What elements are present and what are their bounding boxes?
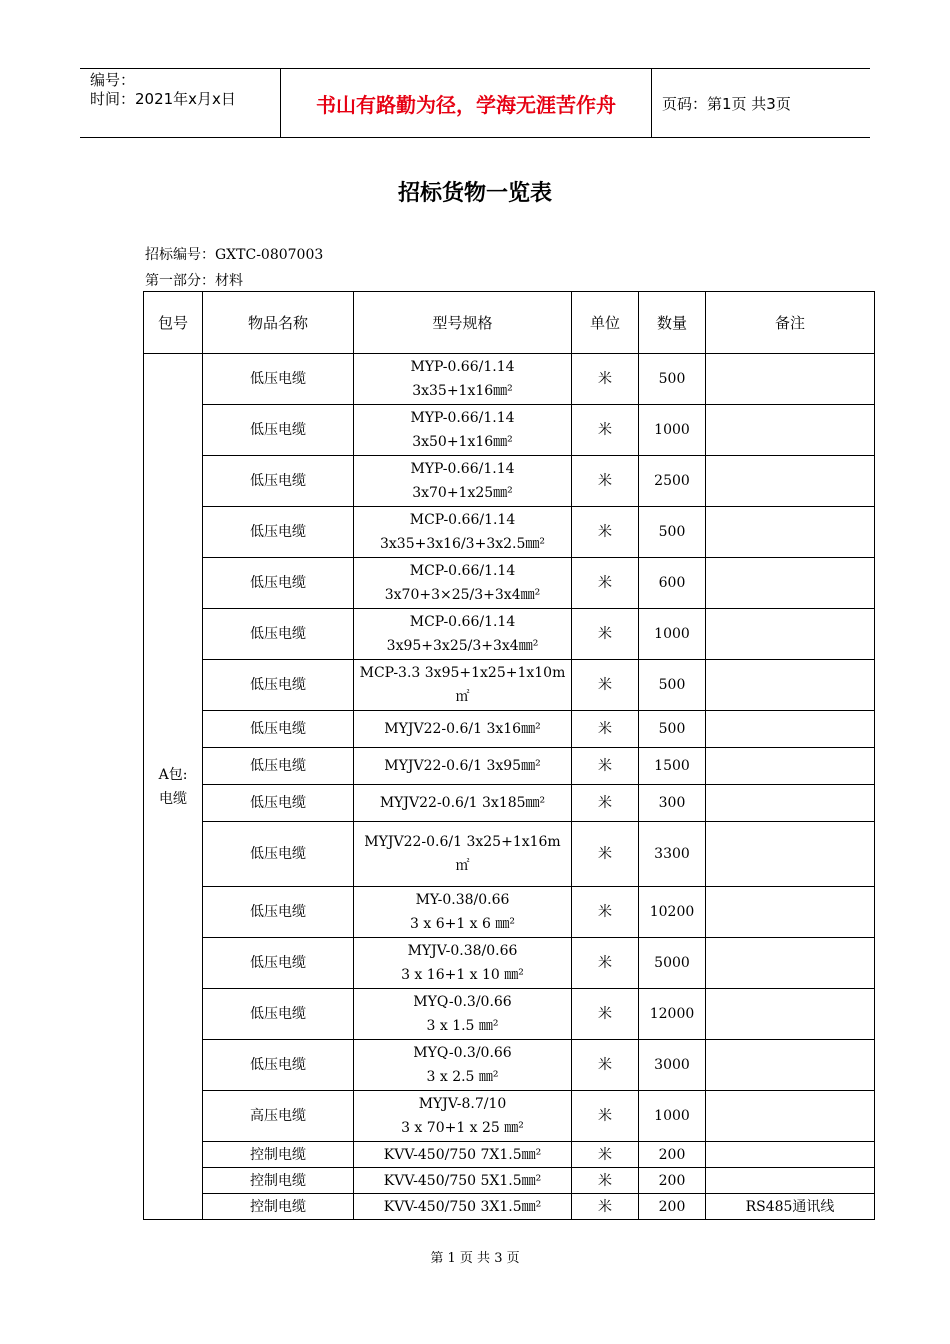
- spec-line: MYJV22-0.6/1 3x16㎜²: [384, 721, 541, 737]
- table-row: [144, 711, 875, 748]
- table-row: [144, 1091, 875, 1142]
- item-name-cell: 低压电缆: [203, 887, 354, 938]
- spec-cell: [354, 822, 572, 887]
- item-name-cell: 控制电缆: [203, 1194, 354, 1220]
- table-row: [144, 354, 875, 405]
- spec-cell: [354, 660, 572, 711]
- spec-cell: [354, 507, 572, 558]
- spec-cell: [354, 1168, 572, 1194]
- spec-cell: [354, 785, 572, 822]
- spec-cell: [354, 609, 572, 660]
- quantity-cell: 500: [639, 507, 706, 558]
- spec-line: MCP-0.66/1.14: [409, 614, 516, 630]
- spec-cell: [354, 748, 572, 785]
- note-cell: [706, 1142, 875, 1168]
- spec-line: MCP-0.66/1.14: [409, 512, 516, 528]
- column-header-package: 包号: [144, 292, 203, 354]
- table-row: [144, 785, 875, 822]
- table-row: [144, 456, 875, 507]
- page-header: [80, 68, 870, 138]
- spec-cell: [354, 405, 572, 456]
- unit-cell: 米: [572, 558, 639, 609]
- quantity-cell: 1000: [639, 1091, 706, 1142]
- spec-line: MYJV-8.7/10: [418, 1096, 507, 1112]
- unit-cell: 米: [572, 887, 639, 938]
- tender-number: 招标编号：GXTC-0807003: [145, 247, 324, 263]
- spec-cell: [354, 1091, 572, 1142]
- quantity-cell: 200: [639, 1194, 706, 1220]
- note-cell: [706, 660, 875, 711]
- spec-cell: [354, 456, 572, 507]
- spec-line: KVV-450/750 5X1.5㎜²: [383, 1172, 542, 1189]
- document-title: 招标货物一览表: [397, 180, 552, 206]
- table-row: [144, 748, 875, 785]
- spec-line: MY-0.38/0.66: [415, 892, 510, 908]
- spec-line: MYP-0.66/1.14: [410, 461, 515, 477]
- unit-cell: 米: [572, 1142, 639, 1168]
- header-left: [80, 69, 280, 137]
- document-number-label: 编号：: [90, 71, 136, 89]
- spec-line: 3x50+1x16㎜²: [412, 434, 513, 450]
- unit-cell: 米: [572, 405, 639, 456]
- table-row: [144, 1142, 875, 1168]
- unit-cell: 米: [572, 748, 639, 785]
- page-footer: 第 1 页 共 3 页: [430, 1251, 520, 1266]
- quantity-cell: 10200: [639, 887, 706, 938]
- spec-cell: [354, 558, 572, 609]
- note-cell: [706, 748, 875, 785]
- quantity-cell: 600: [639, 558, 706, 609]
- item-name-cell: 低压电缆: [203, 660, 354, 711]
- spec-line: ㎡: [455, 858, 470, 874]
- item-name-cell: 高压电缆: [203, 1091, 354, 1142]
- package-label-line: A包:: [158, 766, 188, 783]
- quantity-cell: 200: [639, 1142, 706, 1168]
- spec-line: MYJV-0.38/0.66: [407, 943, 518, 959]
- header-motto: 书山有路勤为径，学海无涯苦作舟: [280, 69, 652, 137]
- table-row: [144, 989, 875, 1040]
- quantity-cell: 3000: [639, 1040, 706, 1091]
- column-header-quantity: 数量: [639, 292, 706, 354]
- item-name-cell: 低压电缆: [203, 558, 354, 609]
- note-cell: [706, 609, 875, 660]
- spec-cell: [354, 1194, 572, 1220]
- package-label-line: 电缆: [159, 790, 187, 807]
- item-name-cell: 控制电缆: [203, 1168, 354, 1194]
- spec-line: MYP-0.66/1.14: [410, 410, 515, 426]
- table-row: [144, 507, 875, 558]
- spec-line: 3x70+3×25/3+3x4㎜²: [384, 587, 541, 603]
- spec-line: MYQ-0.3/0.66: [413, 994, 512, 1010]
- unit-cell: 米: [572, 609, 639, 660]
- quantity-cell: 500: [639, 660, 706, 711]
- quantity-cell: 3300: [639, 822, 706, 887]
- table-body: [144, 354, 875, 1220]
- quantity-cell: 200: [639, 1168, 706, 1194]
- spec-line: ㎡: [455, 689, 470, 705]
- table-row: [144, 660, 875, 711]
- package-cell: [144, 354, 203, 1220]
- unit-cell: 米: [572, 1168, 639, 1194]
- quantity-cell: 300: [639, 785, 706, 822]
- item-name-cell: 低压电缆: [203, 507, 354, 558]
- spec-cell: [354, 938, 572, 989]
- spec-line: MYQ-0.3/0.66: [413, 1045, 512, 1061]
- quantity-cell: 1000: [639, 609, 706, 660]
- spec-line: 3x95+3x25/3+3x4㎜²: [386, 638, 539, 654]
- item-name-cell: 低压电缆: [203, 1040, 354, 1091]
- item-name-cell: 低压电缆: [203, 785, 354, 822]
- table-row: [144, 609, 875, 660]
- spec-line: 3 x 6+1 x 6 ㎜²: [409, 916, 515, 932]
- item-name-cell: 控制电缆: [203, 1142, 354, 1168]
- spec-line: MCP-0.66/1.14: [409, 563, 516, 579]
- spec-line: 3x35+3x16/3+3x2.5㎜²: [380, 536, 545, 552]
- note-cell: [706, 558, 875, 609]
- note-cell: [706, 1040, 875, 1091]
- unit-cell: 米: [572, 938, 639, 989]
- spec-cell: [354, 1040, 572, 1091]
- item-name-cell: 低压电缆: [203, 711, 354, 748]
- note-cell: [706, 405, 875, 456]
- unit-cell: 米: [572, 660, 639, 711]
- quantity-cell: 5000: [639, 938, 706, 989]
- goods-table: [143, 291, 875, 1220]
- spec-line: MYJV22-0.6/1 3x25+1x16m: [364, 834, 561, 850]
- spec-line: MYJV22-0.6/1 3x185㎜²: [379, 795, 546, 811]
- table-row: [144, 1168, 875, 1194]
- column-header-note: 备注: [706, 292, 875, 354]
- spec-line: KVV-450/750 7X1.5㎜²: [383, 1146, 542, 1163]
- unit-cell: 米: [572, 711, 639, 748]
- spec-line: 3 x 1.5 ㎜²: [426, 1018, 499, 1034]
- spec-cell: [354, 354, 572, 405]
- quantity-cell: 2500: [639, 456, 706, 507]
- table-row: [144, 1040, 875, 1091]
- unit-cell: 米: [572, 822, 639, 887]
- table-header-row: [144, 292, 875, 354]
- table-row: [144, 938, 875, 989]
- unit-cell: 米: [572, 456, 639, 507]
- table-row: [144, 822, 875, 887]
- spec-cell: [354, 1142, 572, 1168]
- note-cell: [706, 989, 875, 1040]
- item-name-cell: 低压电缆: [203, 609, 354, 660]
- note-cell: [706, 1168, 875, 1194]
- note-cell: [706, 456, 875, 507]
- table-row: [144, 1194, 875, 1220]
- spec-line: MYJV22-0.6/1 3x95㎜²: [384, 758, 541, 774]
- spec-line: 3x70+1x25㎜²: [412, 485, 513, 501]
- spec-line: 3x35+1x16㎜²: [412, 383, 513, 399]
- table-row: [144, 405, 875, 456]
- unit-cell: 米: [572, 354, 639, 405]
- item-name-cell: 低压电缆: [203, 748, 354, 785]
- note-cell: [706, 887, 875, 938]
- unit-cell: 米: [572, 1194, 639, 1220]
- item-name-cell: 低压电缆: [203, 354, 354, 405]
- table-row: [144, 887, 875, 938]
- column-header-item-name: 物品名称: [203, 292, 354, 354]
- spec-line: MYP-0.66/1.14: [410, 359, 515, 375]
- item-name-cell: 低压电缆: [203, 989, 354, 1040]
- note-cell: [706, 822, 875, 887]
- quantity-cell: 500: [639, 711, 706, 748]
- unit-cell: 米: [572, 1040, 639, 1091]
- note-cell: [706, 785, 875, 822]
- note-cell: [706, 711, 875, 748]
- header-page-info: 页码：第1页 共3页: [662, 94, 791, 113]
- note-cell: [706, 1091, 875, 1142]
- unit-cell: 米: [572, 1091, 639, 1142]
- spec-cell: [354, 887, 572, 938]
- spec-cell: [354, 711, 572, 748]
- note-cell: [706, 938, 875, 989]
- quantity-cell: 500: [639, 354, 706, 405]
- section-label: 第一部分：材料: [145, 273, 243, 289]
- unit-cell: 米: [572, 507, 639, 558]
- quantity-cell: 1500: [639, 748, 706, 785]
- spec-line: 3 x 16+1 x 10 ㎜²: [401, 967, 524, 983]
- item-name-cell: 低压电缆: [203, 405, 354, 456]
- note-cell: [706, 507, 875, 558]
- quantity-cell: 12000: [639, 989, 706, 1040]
- item-name-cell: 低压电缆: [203, 938, 354, 989]
- quantity-cell: 1000: [639, 405, 706, 456]
- column-header-unit: 单位: [572, 292, 639, 354]
- note-cell: [706, 354, 875, 405]
- item-name-cell: 低压电缆: [203, 456, 354, 507]
- item-name-cell: 低压电缆: [203, 822, 354, 887]
- unit-cell: 米: [572, 785, 639, 822]
- spec-cell: [354, 989, 572, 1040]
- table-row: [144, 558, 875, 609]
- column-header-spec: 型号规格: [354, 292, 572, 354]
- document-time-label: 时间：2021年x月x日: [90, 90, 236, 108]
- spec-line: MCP-3.3 3x95+1x25+1x10m: [359, 665, 566, 681]
- spec-line: 3 x 2.5 ㎜²: [426, 1069, 499, 1085]
- note-cell: RS485通讯线: [706, 1194, 875, 1220]
- spec-line: KVV-450/750 3X1.5㎜²: [383, 1198, 542, 1215]
- unit-cell: 米: [572, 989, 639, 1040]
- spec-line: 3 x 70+1 x 25 ㎜²: [401, 1120, 524, 1136]
